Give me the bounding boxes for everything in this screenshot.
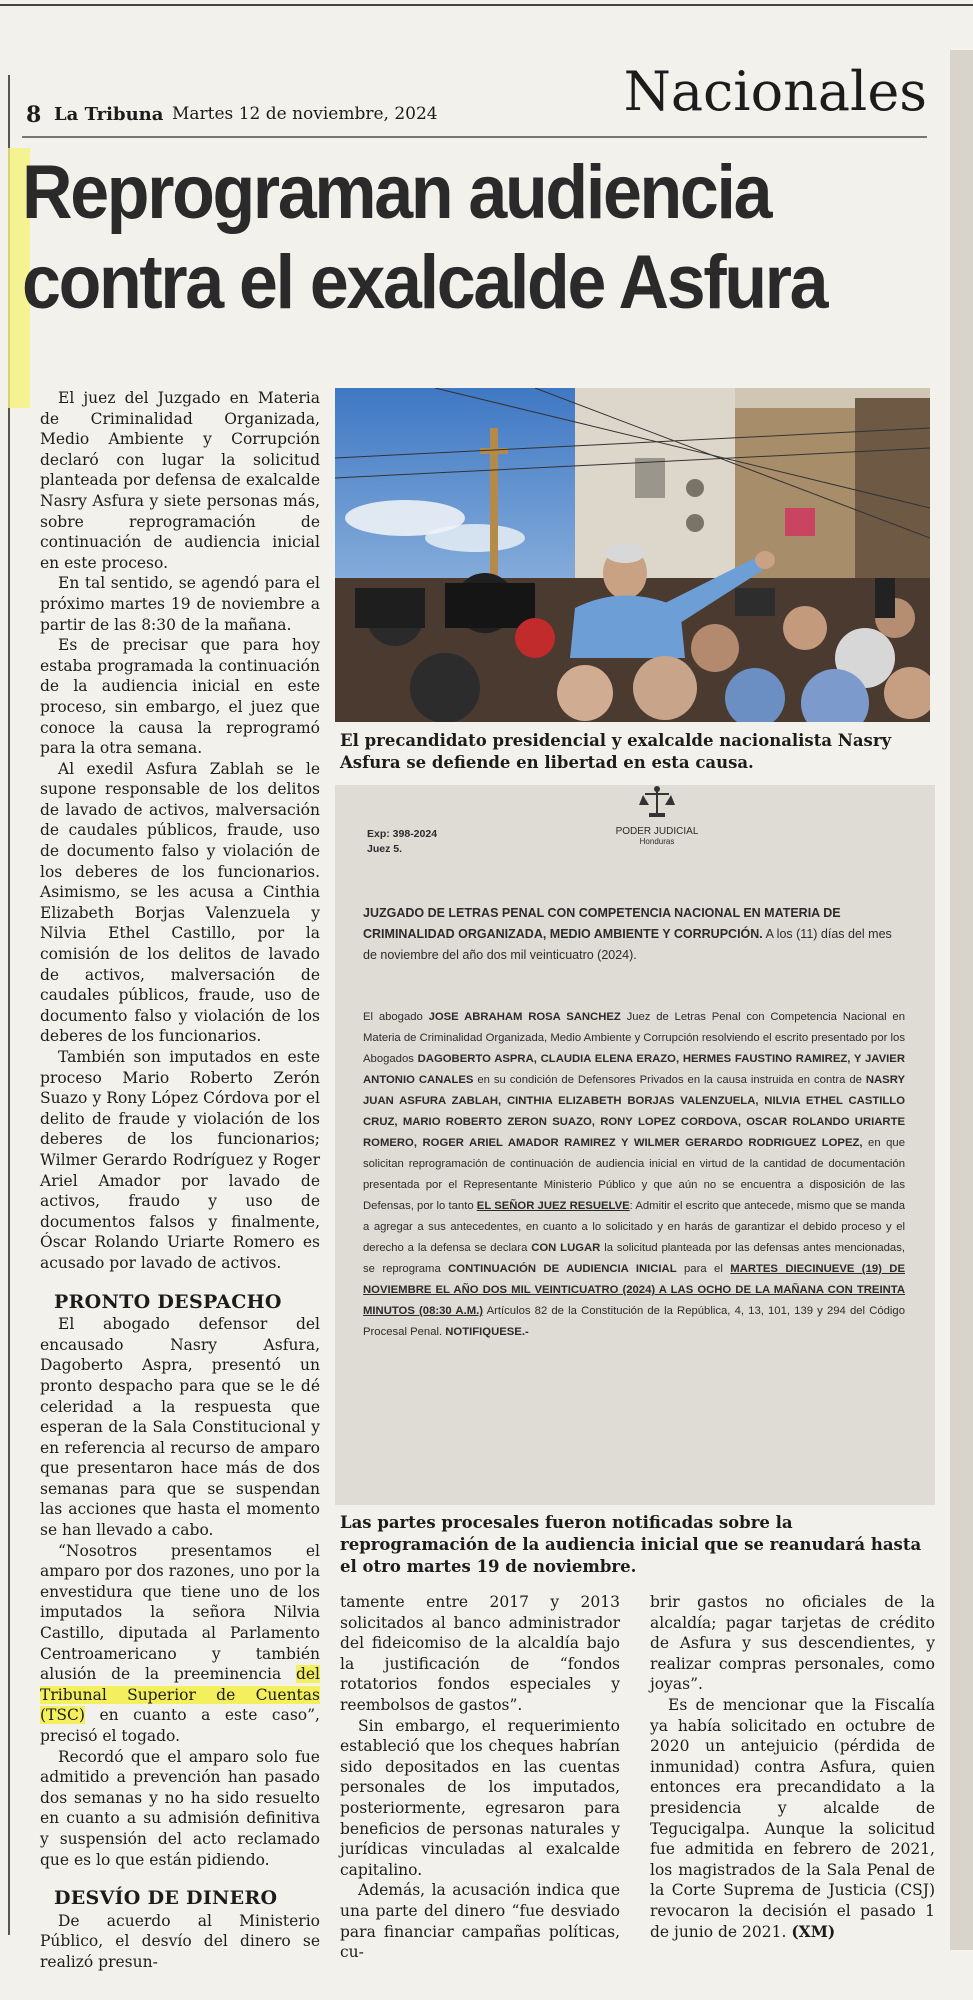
doc-resolution-label: EL SEÑOR JUEZ RESUELVE [476,1200,630,1212]
paragraph: De acuerdo al Ministerio Público, el desvío del dinero se realizó presun- [40,1911,320,1971]
page-header [22,60,927,138]
doc-text: : Admitir el escrito que antecede, mismo que se manda a agregar a sus antecedentes, en cuanto a lo solicitado y en harás de garantizar el debido proceso y el derecho a la defensa se declara [363,1200,905,1254]
doc-text: la solicitud planteada por las defensas antes mencionadas, se reprograma [363,1242,906,1275]
doc-text: El abogado [363,1011,429,1023]
headline-line-2: contra el exalcalde Asfura [22,240,827,325]
doc-text: Artículos 82 de la Constitución de la República, 4, 13, 101, 139 y 294 del Código Procesal Penal. [363,1305,905,1338]
paragraph: El juez del Juzgado en Materia de Criminalidad Organizada, Medio Ambiente y Corrupción declaró con lugar la solicitud planteada por defensa de exalcalde Nasry Asfura y siete personas más, sobre reprogramación de continuación de audiencia inicial en este proceso. [40,389,320,572]
logo-text-poder-judicial: PODER JUDICIAL [615,826,699,837]
quote-text-end: en cuanto a este caso”, precisó el togado. [40,1706,320,1745]
newspaper-name: La Tribuna [54,104,164,125]
headline-line-1: Reprograman audiencia [22,150,771,235]
right-column [650,1592,935,1942]
paragraph [40,1541,320,1747]
page-number: 8 [26,102,42,128]
photo-caption: El precandidato presidencial y exalcalde nacionalista Nasry Asfura se defiende en libertad en esta causa. [340,731,892,772]
top-border [0,4,973,6]
document-caption: Las partes procesales fueron notificadas sobre la reprogramación de la audiencia inicial que se reanudará hasta el otro martes 19 de noviembre. [340,1513,922,1576]
paragraph-text: Es de mencionar que la Fiscalía ya había solicitado en octubre de 2020 un antejuicio (pérdida de inmunidad) contra Asfura, quien entonces era precandidato a la presidencia y alcalde de Tegucigalpa. Aunque la solicitud fue admitida en febrero de 2021, los magistrados de la Sala Penal de la Corte Suprema de Justicia (CSJ) revocaron la decisión el pasado 1 de junio de 2021. [650,1695,935,1941]
doc-text: para el [676,1263,731,1275]
document-judge-number: Juez 5. [367,843,403,855]
author-signature: (XM) [791,1921,836,1941]
doc-judge-name: JOSE ABRAHAM ROSA SANCHEZ [428,1011,621,1023]
crowd-photo-illustration [335,388,930,722]
doc-con-lugar: CON LUGAR [531,1242,601,1254]
quote-text: “Nosotros presentamos el amparo por dos razones, uno por la envestidura que tiene uno de los imputados la señora Nilvia Castillo, diputada al Parlamento Centroamericano y también alusión de la preeminencia [40,1541,320,1684]
doc-text: en su condición de Defensores Privados en la causa instruida en contra de [473,1074,866,1086]
document-court-name: JUZGADO DE LETRAS PENAL CON COMPETENCIA NACIONAL EN MATERIA DE CRIMINALIDAD ORGANIZADA, MEDIO AMBIENTE Y CORRUPCIÓN. [363,906,841,941]
doc-text: Juez de Letras Penal con Competencia Nacional en Materia de Criminalidad Organizada, Medio Ambiente y Corrupción resolviendo el escrito presentado por los Abogados [363,1011,905,1065]
document-body [363,1007,905,1343]
subheading-pronto-despacho: PRONTO DESPACHO [54,1290,282,1313]
paragraph: Al exedil Asfura Zablah se le supone responsable de los delitos de lavado de activos, malversación de caudales públicos, fraude, uso de documento falso y violación de los deberes de los funcionarios. Asimismo, se les acusa a Cinthia Elizabeth Borjas Valenzuela y Nilvia Ethel Castillo, por la comisión de los delitos de lavado de activos, malversación de caudales públicos, fraude, uso de documento falso y violación de los deberes de los funcionarios. [40,759,320,1046]
paragraph: tamente entre 2017 y 2013 solicitados al banco administrador del fideicomiso de la alcaldía bajo la justificación de “fondos rotatorios fondos especiales y reembolsos de gastos”. [340,1593,620,1714]
middle-column [340,1592,620,1963]
doc-defendants: NASRY JUAN ASFURA ZABLAH, CINTHIA ELIZABETH BORJAS VALENZUELA, NILVIA ETHEL CASTILLO CRUZ, MARIO ROBERTO ZERON SUAZO, RONY LOPEZ CORDOVA, OSCAR ROLANDO URIARTE ROMERO, ROGER ARIEL AMADOR RAMIREZ Y WILMER GERARDO RODRIGUEZ LOPEZ, [363,1074,905,1149]
poder-judicial-logo [597,785,717,846]
justice-scales-icon [637,785,677,819]
doc-hearing-date: MARTES DIECINUEVE (19) DE NOVIEMBRE EL AÑO DOS MIL VEINTICUATRO (2024) A LAS OCHO DE LA MAÑANA CON TREINTA MINUTOS (08:30 A.M.) [363,1263,905,1317]
court-document-image [335,785,935,1505]
paragraph: El abogado defensor del encausado Nasry Asfura, Dagoberto Aspra, presentó un pronto despacho para que se le dé celeridad a la respuesta que esperan de la Sala Constitucional y en referencia al recurso de amparo que presentaron hace más de dos semanas para que se suspendan las acciones que hasta el momento se han llevado a cabo. [40,1315,320,1540]
doc-notifiquese: NOTIFIQUESE.- [445,1326,529,1338]
left-column [40,388,320,1973]
header-rule [22,136,927,138]
paragraph: Además, la acusación indica que una parte del dinero “fue desviado para financiar campañas políticas, cu- [340,1881,620,1962]
document-heading [363,903,903,966]
paragraph: Recordó que el amparo solo fue admitido a prevención han pasado dos semanas y no ha sido resuelto en cuanto a su admisión definitiva y suspensión del acto reclamado que es lo que están pidiendo. [40,1747,320,1869]
paragraph: Sin embargo, el requerimiento estableció que los cheques habrían sido depositados en las cuentas personales de los imputados, posteriormente, egresaron para beneficios de personas naturales y jurídicas vinculadas al exalcalde capitalino. [340,1716,620,1879]
document-date-text: A los (11) días del mes de noviembre del año dos mil veinticuatro (2024). [363,927,892,962]
section-title: Nacionales [623,60,927,123]
page-edge [950,50,973,1950]
issue-date: Martes 12 de noviembre, 2024 [172,104,438,124]
doc-hearing-type: CONTINUACIÓN DE AUDIENCIA INICIAL [448,1263,677,1275]
news-photo [335,388,930,722]
headline [22,148,859,328]
paragraph: En tal sentido, se agendó para el próximo martes 19 de noviembre a partir de las 8:30 de la mañana. [40,574,320,634]
paragraph: Es de precisar que para hoy estaba programada la continuación de la audiencia inicial en este proceso, sin embargo, el juez que conoce la causa la reprogramó para la otra semana. [40,636,320,758]
paragraph: También son imputados en este proceso Mario Roberto Zerón Suazo y Rony López Córdova por el delito de fraude y violación de los deberes de los funcionarios; Wilmer Gerardo Rodríguez y Roger Ariel Amador por lavado de activos, fraudo y uso de documentos falsos y finalmente, Óscar Rolando Uriarte Romero es acusado por lavado de activos. [40,1048,320,1272]
doc-lawyers: DAGOBERTO ASPRA, CLAUDIA ELENA ERAZO, HERMES FAUSTINO RAMIREZ, Y JAVIER ANTONIO CANALES [363,1053,905,1086]
document-exp-number: Exp: 398-2024 [367,828,438,840]
document-reference [367,827,437,857]
paragraph: brir gastos no oficiales de la alcaldía; pagar tarjetas de crédito de Asfura y sus descendientes, y realizar compras personales, como joyas”. [650,1593,935,1694]
paragraph [650,1695,935,1942]
subheading-desvio-de-dinero: DESVÍO DE DINERO [54,1887,278,1910]
doc-text: en que solicitan reprogramación de continuación de audiencia inicial en virtud de la cantidad de documentación presentada por el Representante Ministerio Público y que aún no se encuentra a disposición de las Defensas, por lo tanto [363,1137,905,1212]
logo-text-honduras: Honduras [639,837,675,846]
highlighted-text: del Tribunal Superior de Cuentas (TSC) [40,1665,320,1725]
